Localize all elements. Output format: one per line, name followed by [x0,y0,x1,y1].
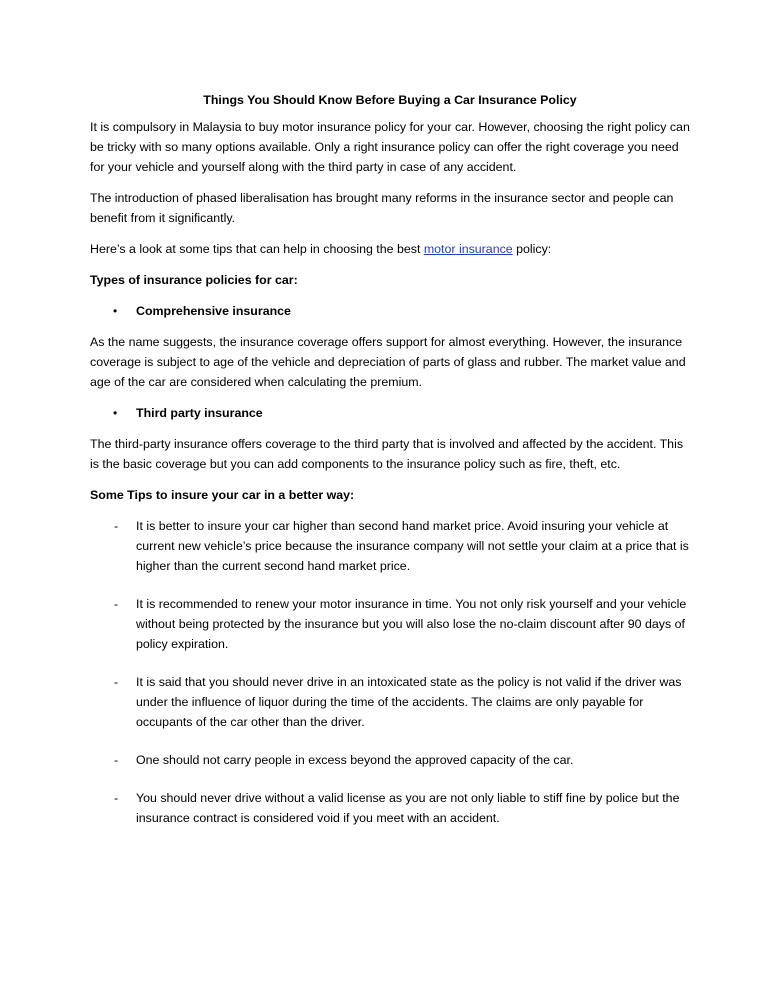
third-party-paragraph: The third-party insurance offers coverage to the third party that is involved and affected by the accident. This is the basic coverage but you can add components to the insurance policy such as fire, theft, etc. [90,437,684,471]
policy-types-heading: Types of insurance policies for car: [90,273,298,287]
document-page [90,90,690,846]
tip-text: One should not carry people in excess beyond the approved capacity of the car. [136,753,574,767]
dash-marker: - [114,519,119,533]
comprehensive-paragraph: As the name suggests, the insurance coverage offers support for almost everything. However, the insurance coverage is subject to age of the vehicle and depreciation of parts of glass and rubber. The market value and age of the car are considered when calculating the premium. [90,335,686,389]
tips-list [90,516,690,828]
bullet-item-comprehensive [90,301,690,321]
list-item [90,594,690,654]
dash-marker: - [114,791,119,805]
tips-intro-text-after: policy: [512,242,552,256]
tip-text: It is better to insure your car higher than second hand market price. Avoid insuring your vehicle at current new vehicle’s price because the insurance company will not settle your claim at a price that is higher than the current second hand market price. [136,519,689,573]
liberalisation-paragraph: The introduction of phased liberalisation has brought many reforms in the insurance sector and people can benefit from it significantly. [90,191,674,225]
intro-paragraph: It is compulsory in Malaysia to buy motor insurance policy for your car. However, choosing the right policy can be tricky with so many options available. Only a right insurance policy can offer the right coverage you need for your vehicle and yourself along with the third party in case of any accident. [90,120,690,174]
bullet-icon: • [113,304,118,318]
bullet-label-comprehensive: Comprehensive insurance [136,304,291,318]
tips-heading: Some Tips to insure your car in a better way: [90,488,355,502]
tip-text: It is said that you should never drive in an intoxicated state as the policy is not valid if the driver was under the influence of liquor during the time of the accidents. The claims are only payable for occupants of the car other than the driver. [136,675,682,729]
dash-marker: - [114,597,119,611]
dash-marker: - [114,753,119,767]
list-item [90,516,690,576]
motor-insurance-link[interactable]: motor insurance [423,242,513,256]
tip-text: You should never drive without a valid license as you are not only liable to stiff fine by police but the insurance contract is considered void if you meet with an accident. [136,791,680,825]
bullet-item-third-party [90,403,690,423]
tips-intro-paragraph [90,239,690,259]
tips-intro-text-before: Here’s a look at some tips that can help in choosing the best [90,242,424,256]
list-item [90,788,690,828]
bullet-label-third-party: Third party insurance [136,406,263,420]
bullet-icon: • [113,406,118,420]
list-item [90,672,690,732]
document-title: Things You Should Know Before Buying a Car Insurance Policy [203,93,577,107]
list-item [90,750,690,770]
dash-marker: - [114,675,119,689]
tip-text: It is recommended to renew your motor insurance in time. You not only risk yourself and your vehicle without being protected by the insurance but you will also lose the no-claim discount after 90 days of policy expiration. [136,597,687,651]
